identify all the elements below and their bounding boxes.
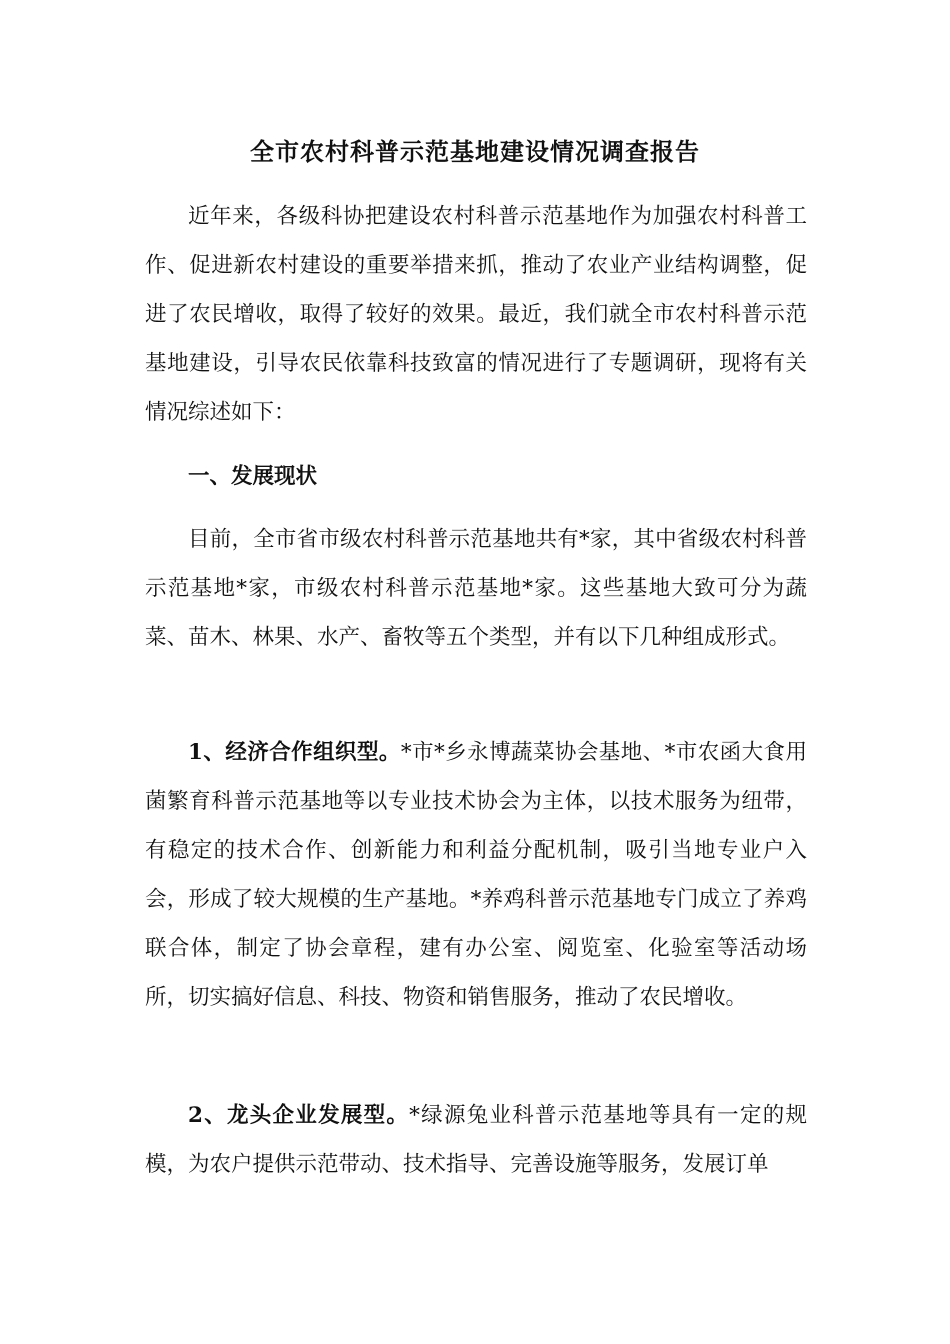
overview-paragraph: 目前，全市省市级农村科普示范基地共有*家，其中省级农村科普示范基地*家，市级农村科普示范基地*家。这些基地大致可分为蔬菜、苗木、林果、水产、畜牧等五个类型，并有以下几种组成形式。	[145, 527, 807, 650]
item2-paragraph-block	[145, 1091, 807, 1189]
item1-text: *市*乡永博蔬菜协会基地、*市农函大食用菌繁育科普示范基地等以专业技术协会为主体，以技术服务为纽带，有稳定的技术合作、创新能力和利益分配机制，吸引当地专业户入会，形成了较大规模的生产基地。*养鸡科普示范基地专门成立了养鸡联合体，制定了协会章程，建有办公室、阅览室、化验室等活动场所，切实搞好信息、科技、物资和销售服务，推动了农民增收。	[145, 740, 807, 1010]
item2-text: *绿源兔业科普示范基地等具有一定的规模，为农户提供示范带动、技术指导、完善设施等服务，发展订单	[145, 1103, 807, 1177]
section-heading: 一、发展现状	[188, 464, 318, 489]
item2-paragraph	[145, 1091, 807, 1189]
item1-paragraph-block	[145, 728, 807, 1022]
document-title: 全市农村科普示范基地建设情况调查报告	[250, 137, 700, 166]
intro-paragraph-block	[145, 192, 807, 437]
item2-lead: 2、龙头企业发展型。	[188, 1103, 410, 1128]
item1-paragraph	[145, 728, 807, 1022]
item1-lead: 1、经济合作组织型。	[188, 740, 401, 765]
overview-paragraph-block	[145, 515, 807, 662]
intro-paragraph: 近年来，各级科协把建设农村科普示范基地作为加强农村科普工作、促进新农村建设的重要举措来抓，推动了农业产业结构调整，促进了农民增收，取得了较好的效果。最近，我们就全市农村科普示范基地建设，引导农民依靠科技致富的情况进行了专题调研，现将有关情况综述如下：	[145, 204, 807, 425]
